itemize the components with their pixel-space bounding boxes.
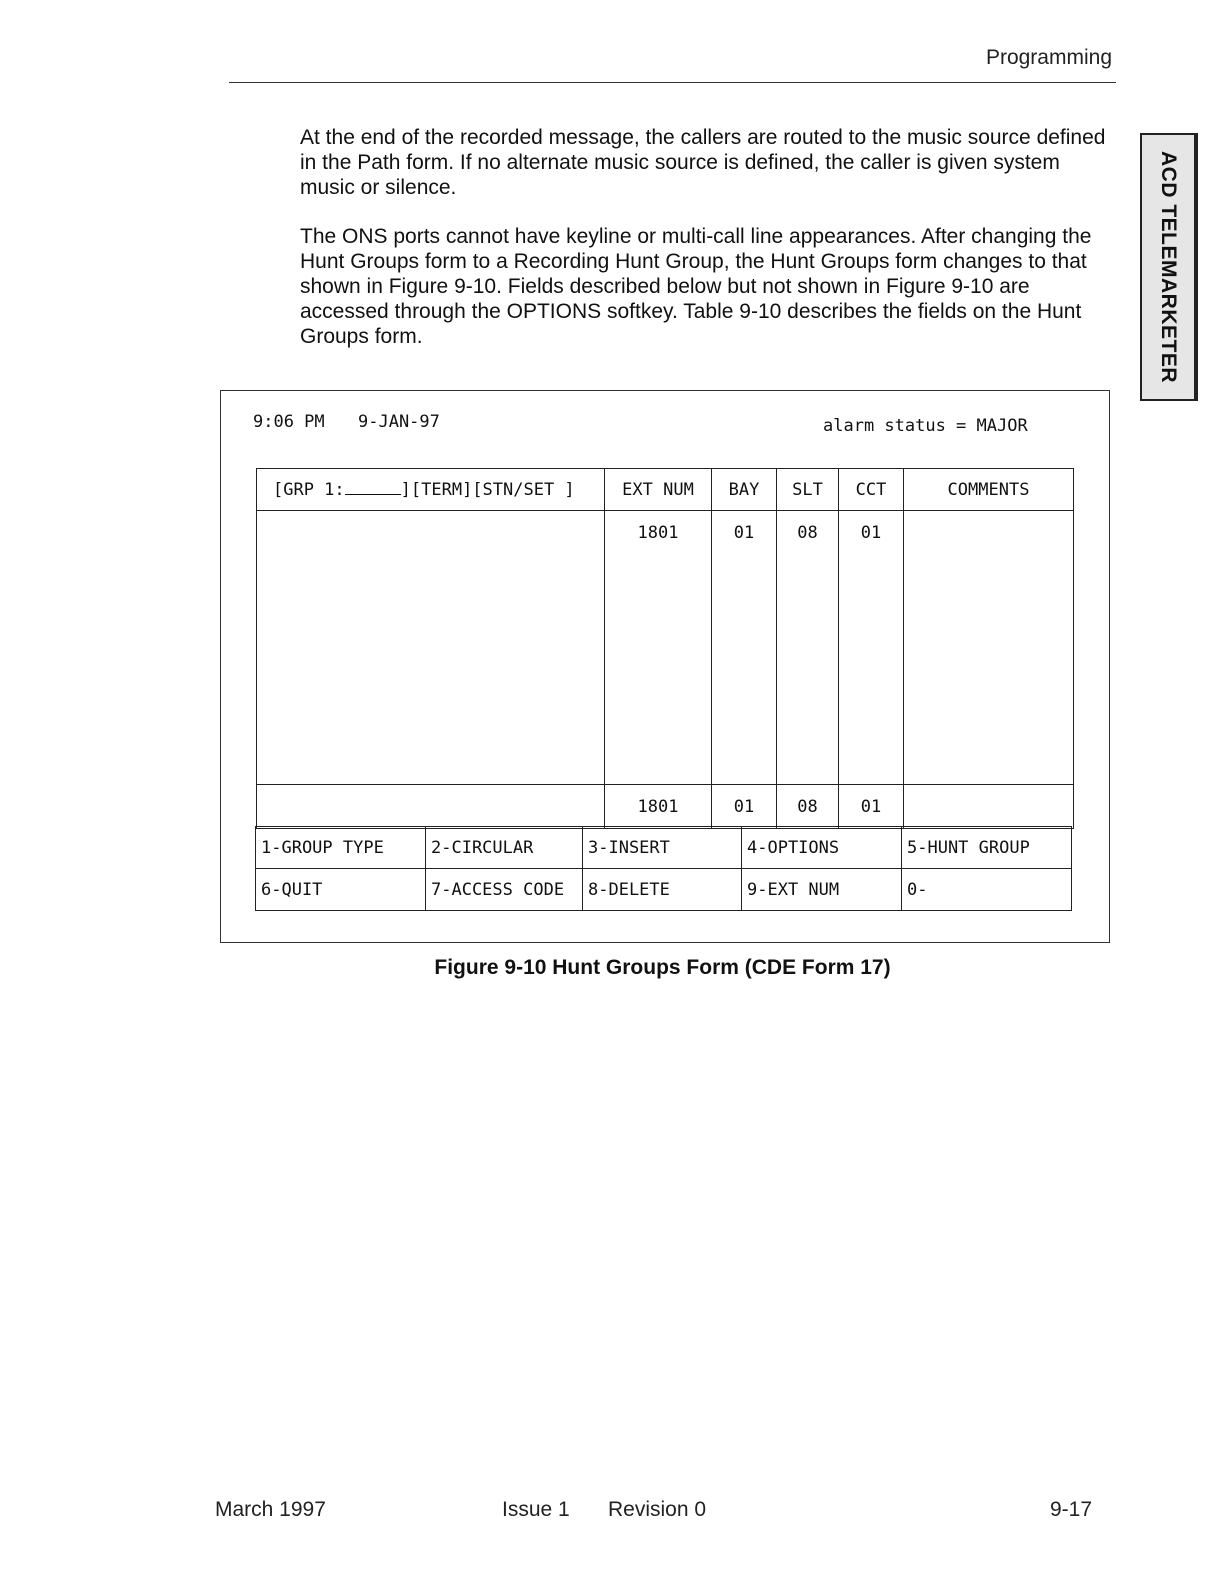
softkey-quit[interactable]: 6-QUIT (256, 869, 426, 911)
group-header-suffix: ][TERM][STN/SET ] (400, 479, 575, 500)
group-header-prefix: [GRP 1: (273, 479, 345, 500)
softkey-row-2 (256, 869, 1072, 911)
softkey-menu (255, 826, 1072, 911)
group-name-input[interactable] (345, 480, 401, 495)
body-paragraph-2: The ONS ports cannot have keyline or multi-call line appearances. After changing the Hunt Groups form to a Recording Hunt Group, the Hunt Groups form changes to that shown in Figure 9-10. Fields described below but not shown in Figure 9-10 are accessed through the OPTIONS softkey. Table 9-10 describes the fields on the Hunt Groups form. (300, 225, 1092, 348)
softkey-zero[interactable]: 0- (902, 869, 1072, 911)
softkey-hunt-group[interactable]: 5-HUNT GROUP (902, 827, 1072, 869)
page-header-title: Programming (985, 46, 1112, 69)
col-comments: COMMENTS (904, 469, 1074, 511)
entry-ext-num[interactable]: 1801 (605, 785, 712, 829)
col-ext-num: EXT NUM (605, 469, 712, 511)
softkey-ext-num[interactable]: 9-EXT NUM (742, 869, 902, 911)
section-side-tab-label: ACD TELEMARKETER (1157, 151, 1180, 383)
entry-slt[interactable]: 08 (777, 785, 839, 829)
entry-comments[interactable] (904, 785, 1074, 829)
entry-label-cell (257, 785, 605, 829)
footer-revision: Revision 0 (608, 1498, 707, 1521)
form-header-row (257, 469, 1074, 511)
screen-time: 9:06 PM (253, 412, 325, 432)
row-comments[interactable] (904, 511, 1074, 785)
group-header-cell (257, 469, 605, 511)
softkey-circular[interactable]: 2-CIRCULAR (426, 827, 583, 869)
footer-page-number: 9-17 (1050, 1498, 1093, 1521)
softkey-options[interactable]: 4-OPTIONS (742, 827, 902, 869)
figure-caption: Figure 9-10 Hunt Groups Form (CDE Form 17) (434, 956, 891, 979)
col-cct: CCT (839, 469, 904, 511)
col-bay: BAY (712, 469, 777, 511)
entry-bay[interactable]: 01 (712, 785, 777, 829)
header-divider (229, 82, 1116, 83)
entry-cct[interactable]: 01 (839, 785, 904, 829)
row-ext-num[interactable]: 1801 (605, 511, 712, 785)
screen-date: 9-JAN-97 (358, 412, 440, 432)
col-slt: SLT (777, 469, 839, 511)
table-row[interactable] (257, 511, 1074, 785)
row-cct[interactable]: 01 (839, 511, 904, 785)
footer-date: March 1997 (215, 1498, 326, 1521)
hunt-group-form-table (256, 468, 1074, 829)
softkey-group-type[interactable]: 1-GROUP TYPE (256, 827, 426, 869)
section-side-tab (1140, 133, 1198, 401)
softkey-insert[interactable]: 3-INSERT (583, 827, 742, 869)
footer-issue: Issue 1 (502, 1498, 570, 1521)
group-members-cell (257, 511, 605, 785)
alarm-status: alarm status = MAJOR (823, 416, 1028, 436)
row-bay[interactable]: 01 (712, 511, 777, 785)
current-entry-row[interactable] (257, 785, 1074, 829)
softkey-access-code[interactable]: 7-ACCESS CODE (426, 869, 583, 911)
body-paragraph-1: At the end of the recorded message, the callers are routed to the music source defined in the Path form. If no alternate music source is defined, the caller is given system music or silence. (300, 126, 1106, 199)
softkey-delete[interactable]: 8-DELETE (583, 869, 742, 911)
row-slt[interactable]: 08 (777, 511, 839, 785)
softkey-row-1 (256, 827, 1072, 869)
